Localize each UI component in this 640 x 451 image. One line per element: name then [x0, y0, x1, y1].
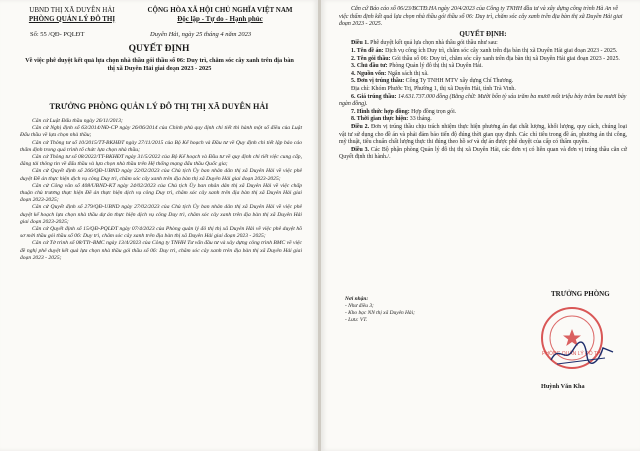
- item-label: 5. Đơn vị trúng thầu:: [351, 78, 405, 85]
- signer-title: TRƯỞNG PHÒNG: [551, 290, 610, 298]
- citation: Căn cứ Nghị định số 63/2014/NĐ-CP ngày 26/06/2014 của Chính phủ quy định chi tiết thi hành một số điều của Luật Đấu thầu về lựa chọn nhà thầu;: [20, 125, 302, 139]
- item-text: Dịch vụ công ích Duy trì, chăm sóc cây xanh trên địa bàn thị xã Duyên Hải giai đoạn 2023 - 2025.: [385, 47, 618, 54]
- nation-line-1: CỘNG HÒA XÃ HỘI CHỦ NGHĨA VIỆT NAM: [147, 6, 293, 14]
- article-1: [339, 40, 627, 48]
- item-label: 8. Thời gian thực hiện:: [351, 116, 409, 123]
- article-3: [339, 147, 627, 162]
- item: [339, 94, 627, 109]
- item: [339, 78, 627, 86]
- article-2-text: Đơn vị trúng thầu chịu trách nhiệm thực hiện phương án đạt chất lượng, khối lượng, quy cách, chúng loại vật tư sử dụng cho đề án và phải đảm bảo tiến độ đúng thời gian quy định. Các chỉ tiêu trong đề án, phương án thi công, mỹ thuật, tiêu chuẩn chất lượng thực thi đúng theo hồ sơ và dự án được phê duyệt của cấp có thẩm quyền.: [339, 123, 627, 146]
- item-label: 1. Tên đề án:: [351, 47, 384, 54]
- date-line: Duyên Hải, ngày 25 tháng 4 năm 2023: [150, 31, 252, 38]
- issuing-org: [18, 6, 126, 23]
- org-line-2: PHÒNG QUẢN LÝ ĐÔ THỊ: [28, 14, 116, 23]
- item-label: 7. Hình thức hợp đồng:: [351, 108, 410, 115]
- citation: Căn cứ Tờ trình số 08/TTr-BMC ngày 13/4/2023 của Công ty TNHH Tư vấn đầu tư và xây dựng công trình BMC về việc đề nghị phê duyệt kết quả lựa chọn nhà thầu gói thầu số 06: Duy trì, chăm sóc cây xanh trên địa bàn thị xã Duyên Hải giai đoạn 2023 - 2025;: [20, 240, 302, 261]
- org-line-1: UBND THỊ XÃ DUYÊN HẢI: [29, 6, 115, 14]
- article-1-label: Điều 1.: [351, 40, 369, 47]
- item-text: 14.631.737.000 đồng (Bằng chữ: Mười bốn tỷ sáu trăm ba mươi mốt triệu bảy trăm ba mươi bảy ngàn đồng).: [339, 93, 627, 108]
- item: [339, 48, 627, 56]
- item-text: Công Ty TNHH MTV xây dựng Chí Thương.: [405, 78, 514, 85]
- authority-heading: TRƯỞNG PHÒNG QUẢN LÝ ĐÔ THỊ THỊ XÃ DUYÊN HẢI: [49, 102, 269, 111]
- recipient: - Như điều 3;: [345, 303, 374, 309]
- article-3-text: Các Bộ phận phòng Quản lý đô thị thị xã Duyên Hải, các đơn vị có liên quan và đơn vị trúng thầu căn cứ Quyết định thi hành./.: [339, 146, 627, 161]
- citation: Căn cứ Công văn số 408/UBND-KT ngày 24/02/2023 của Chủ tịch Ủy ban nhân dân thị xã Duyên Hải về việc chấp thuận chủ trương thực hiện Đề án thực hiện dịch vụ công Duy trì, chăm sóc cây xanh trên địa bàn thị xã Duyên Hải giai đoạn 2023-2025;: [20, 182, 302, 204]
- item-label: 3. Chủ đầu tư:: [351, 63, 388, 70]
- item-text: Phòng Quản lý đô thị thị xã Duyên Hải.: [389, 63, 483, 70]
- signature-icon: [547, 338, 617, 368]
- seal-text: PHÒNG QUẢN LÝ ĐÔ THỊ: [542, 351, 602, 357]
- document-title: QUYẾT ĐỊNH: [128, 44, 190, 54]
- document-number: Số: 55 /QĐ- PQLĐT: [30, 31, 85, 38]
- item: [339, 109, 627, 117]
- article-2-label: Điều 2.: [351, 123, 370, 130]
- recipient: - Lưu: VT.: [345, 317, 368, 323]
- left-page: [0, 0, 318, 451]
- citation: Căn cứ Luật Đấu thầu ngày 26/11/2013;: [32, 118, 123, 124]
- item: [339, 86, 627, 94]
- recipients-label: Nơi nhận:: [345, 296, 369, 302]
- item-text: Hợp đồng trọn gói.: [411, 108, 457, 115]
- item-text: Gói thầu số 06: Duy trì, chăm sóc cây xanh trên địa bàn thị xã Duyên Hải giai đoạn 2023 - 2025.: [391, 55, 620, 62]
- national-header: [130, 6, 310, 23]
- item-label: Địa chỉ:: [351, 85, 370, 92]
- article-3-label: Điều 3.: [351, 146, 370, 153]
- recipients-block: [345, 296, 415, 324]
- document-subject: Về việc phê duyệt kết quả lựa chọn nhà thầu gói thầu số 06: Duy trì, chăm sóc cây xanh trên địa bàn thị xã Duyên Hải giai đoạn 2023 - 2025: [25, 57, 294, 72]
- item-text: Khóm Phước Trị, Phường 1, thị xã Duyên Hải, tỉnh Trà Vinh.: [371, 85, 516, 92]
- right-page: [321, 0, 640, 451]
- citation: Căn cứ Quyết định số 279/QĐ-UBND ngày 27/02/2023 của Chủ tịch Ủy ban nhân dân thị xã Duyên Hải về việc phê duyệt kế hoạch lựa chọn nhà thầu dự án thực hiện dịch vụ công Duy trì, chăm sóc cây xanh trên địa bàn thị xã Duyên Hải giai đoạn 2023-2025;: [20, 204, 302, 225]
- item-label: 4. Nguồn vốn:: [351, 70, 387, 77]
- decision-body: [339, 6, 627, 162]
- signer-name: Huỳnh Văn Kha: [541, 383, 585, 390]
- article-1-text: Phê duyệt kết quả lựa chọn nhà thầu gói thầu như sau:: [370, 40, 498, 47]
- citation-list: [20, 118, 302, 262]
- item-label: 2. Tên gói thầu:: [351, 55, 391, 62]
- citation: Căn cứ Quyết định số 15/QĐ-PQLĐT ngày 07/4/2023 của Phòng quản lý đô thị thị xã Duyên Hải về việc phê duyệt hồ sơ mời thầu gói thầu số 06: Duy trì, chăm sóc cây xanh trên địa bàn thị xã Duyên Hải giai đoạn 2023 - 2025;: [20, 226, 302, 240]
- article-2: [339, 124, 627, 147]
- item-text: Ngân sách thị xã.: [387, 70, 429, 77]
- item: [339, 116, 627, 124]
- intro-citation: Căn cứ Báo cáo số 06/23/BCTĐ.HA ngày 20/4/2023 của Công ty TNHH đầu tư và xây dựng công trình Hà An về việc thẩm định kết quả lựa chọn nhà thầu gói thầu số 06: Duy trì, chăm sóc cây xanh trên địa bàn thị xã Duyên Hải giai đoạn 2023 - 2025.: [339, 6, 623, 28]
- recipient: - Kho bạc NN thị xã Duyên Hải;: [345, 310, 415, 316]
- item: [339, 63, 627, 71]
- decides-label: QUYẾT ĐỊNH:: [459, 29, 507, 38]
- nation-motto: Độc lập - Tự do - Hạnh phúc: [177, 14, 263, 23]
- item-text: 33 tháng.: [409, 116, 432, 123]
- item-label: 6. Giá trúng thầu:: [351, 93, 397, 100]
- citation: Căn cứ Thông tư số 08/2022/TT-BKHĐT ngày 31/5/2022 của Bộ Kế hoạch và Đầu tư về quy định chi tiết việc cung cấp, đăng tải thông tin về đấu thầu và lựa chọn nhà thầu trên Hệ thống mạng đấu thầu Quốc gia;: [20, 154, 302, 168]
- citation: Căn cứ Quyết định số 266/QĐ-UBND ngày 22/02/2023 của Chủ tịch Ủy ban nhân dân thị xã Duyên Hải về việc phê duyệt Đề án thực hiện dịch vụ công Duy trì, chăm sóc cây xanh trên địa bàn thị xã Duyên Hải giai đoạn 2023-2025;: [20, 168, 302, 182]
- citation: Căn cứ Thông tư số 10/2015/TT-BKHĐT ngày 27/11/2015 của Bộ Kế hoạch và Đầu tư về Quy định chi tiết lập báo cáo thẩm định trong quá trình tổ chức lựa chọn nhà thầu;: [20, 139, 302, 153]
